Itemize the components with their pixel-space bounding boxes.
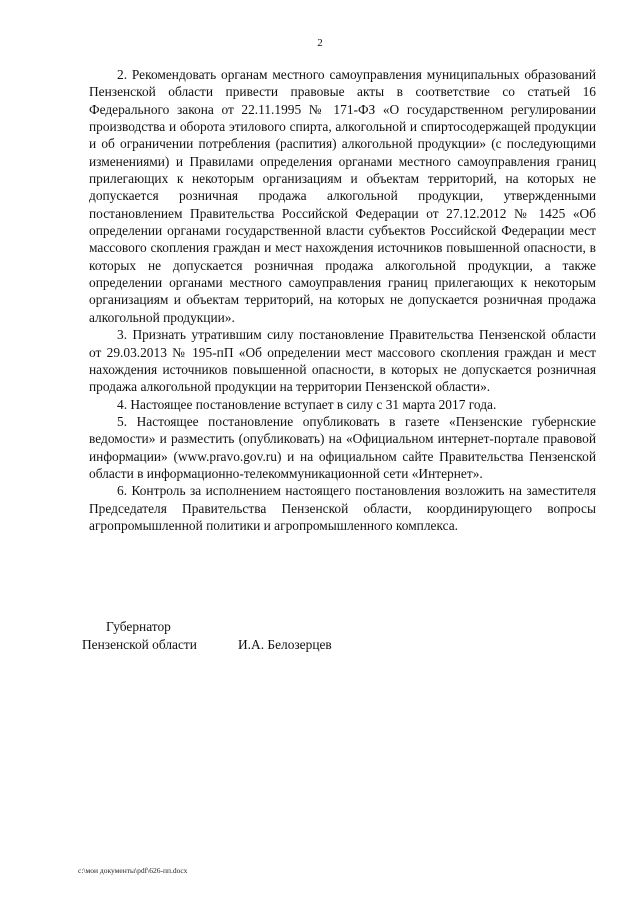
paragraph-6: 6. Контроль за исполнением настоящего постановления возложить на заместителя Председателя Правительства Пензенской области, координирующего вопросы агропромышленной политики и агропромышленного комплекса. [89, 483, 596, 533]
paragraph-5: 5. Настоящее постановление опубликовать в газете «Пензенские губернские ведомости» и разместить (опубликовать) на «Официальном интернет-портале правовой информации» (www.pravo.gov.ru) и на официальном сайте Правительства Пензенской области в информационно-телекоммуникационной сети «Интернет». [89, 413, 596, 481]
paragraph-3: 3. Признать утратившим силу постановление Правительства Пензенской области от 29.03.2013 № 195-пП «Об определении мест массового скопления граждан и мест нахождения источников повышенной опасности, в которых не допускается розничная продажа алкогольной продукции на территории Пензенской области». [89, 327, 596, 395]
document-body [89, 66, 596, 534]
paragraph-4: 4. Настоящее постановление вступает в силу с 31 марта 2017 года. [117, 396, 497, 412]
paragraph-2: 2. Рекомендовать органам местного самоуправления муниципальных образований Пензенской области привести правовые акты в соответствие со статьей 16 Федерального закона от 22.11.1995 № 171-ФЗ «О государственном регулировании производства и оборота этилового спирта, алкогольной и спиртосодержащей продукции и об ограничении потребления (распития) алкогольной продукции» (с последующими изменениями) и Правилами определения органами местного самоуправления границ прилегающих к некоторым организациям и объектам территорий, на которых не допускается розничная продажа алкогольной продукции, утвержденными постановлением Правительства Российской Федерации от 27.12.2012 № 1425 «Об определении органами государственной власти субъектов Российской Федерации мест массового скопления граждан и мест нахождения источников повышенной опасности, в которых не допускается розничная продажа алкогольной продукции, а также определении органами местного самоуправления границ прилегающих к некоторым организациям и объектам территорий, на которых не допускается розничная продажа алкогольной продукции». [89, 67, 596, 325]
signatory-title: Губернатор [106, 619, 171, 634]
signatory-name: И.А. Белозерцев [238, 637, 332, 652]
signatory-region: Пензенской области [82, 637, 197, 652]
page-number: 2 [317, 37, 323, 49]
file-path-footer: c:\мои документы\pdf\626-пп.docx [78, 866, 188, 875]
